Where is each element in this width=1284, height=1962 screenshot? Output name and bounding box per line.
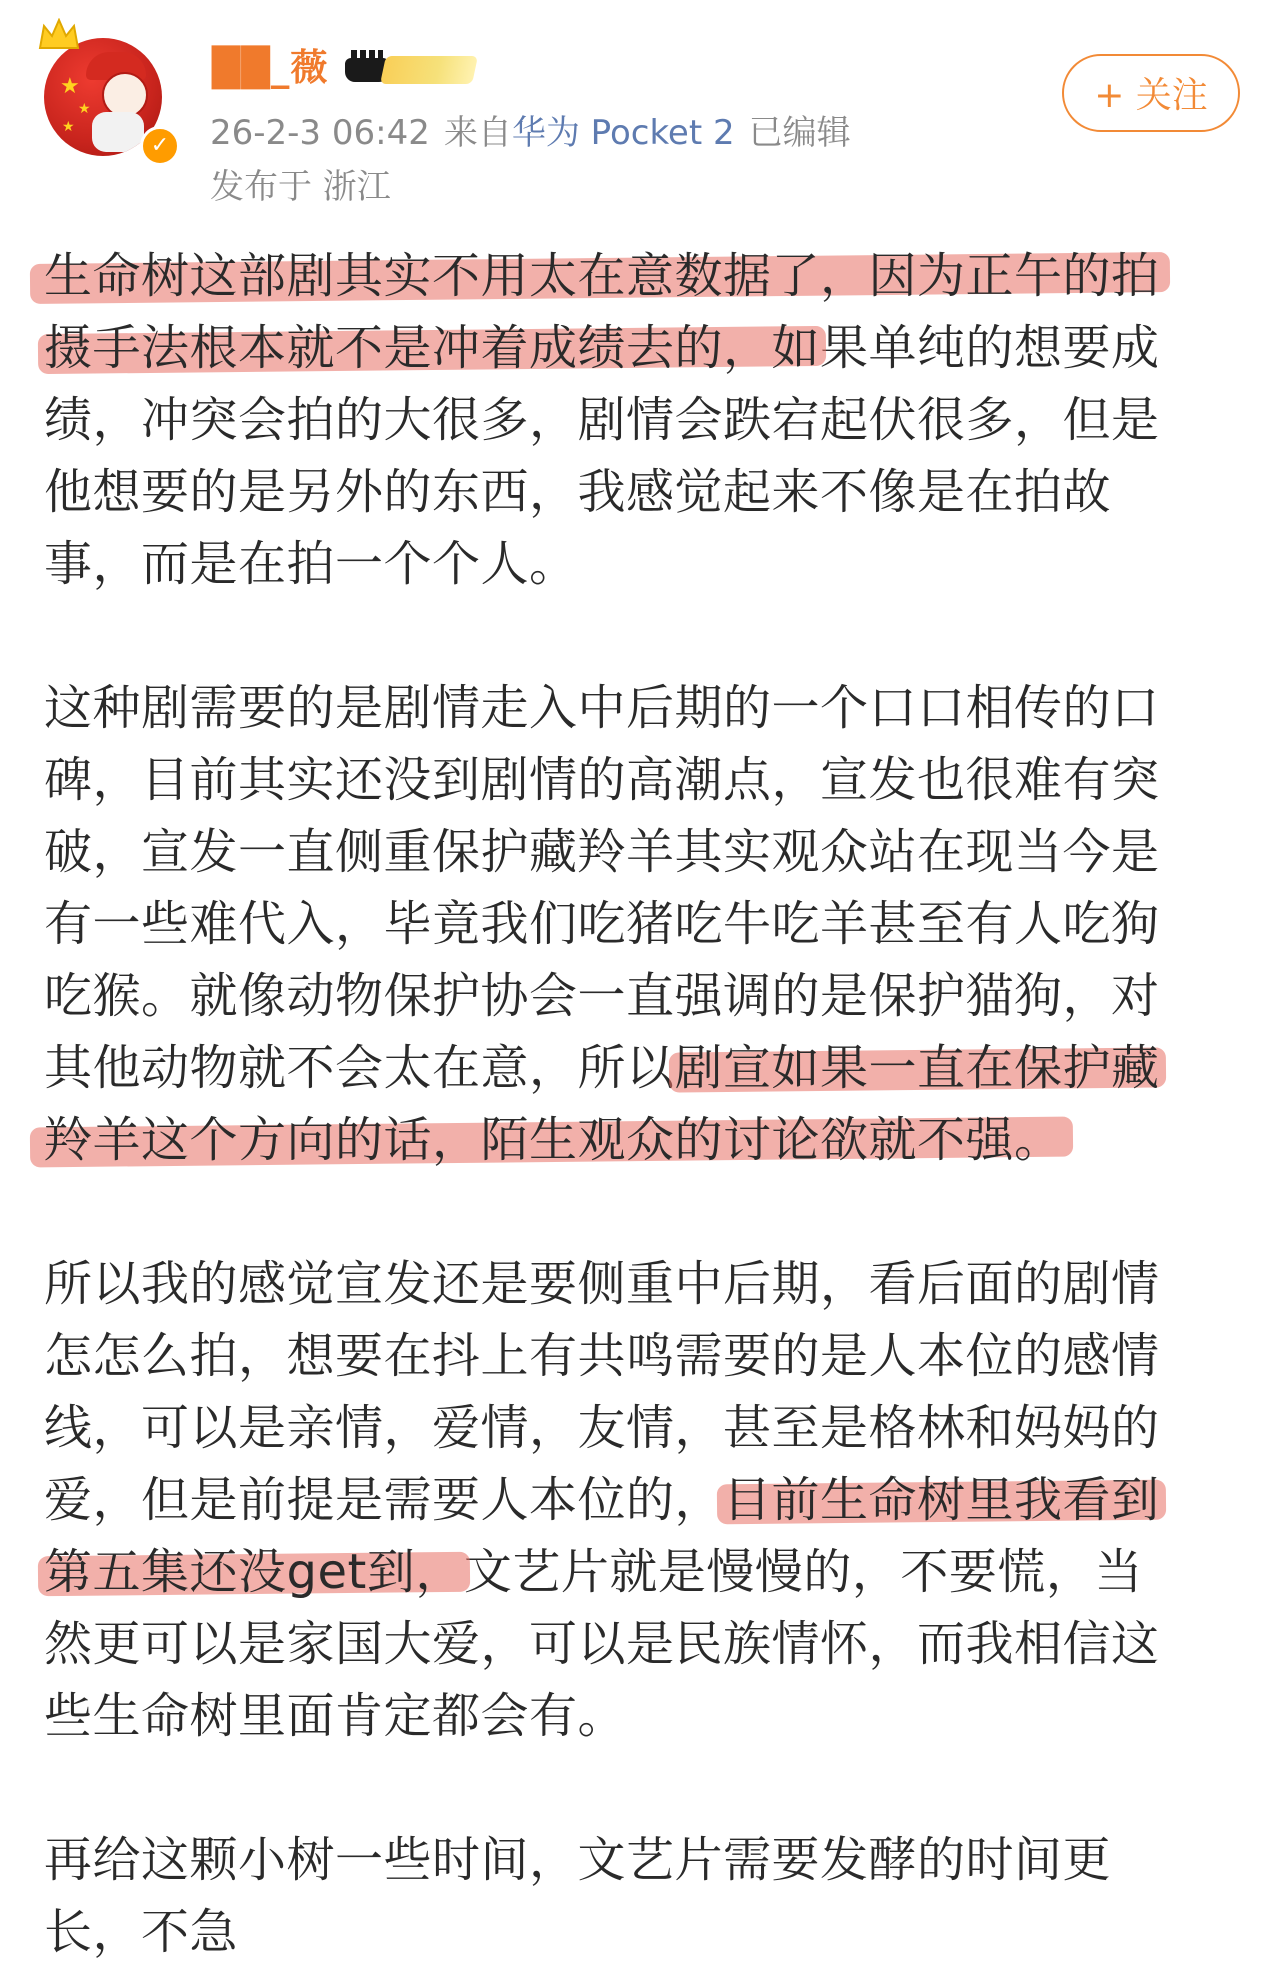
paragraph xyxy=(44,672,1244,1176)
text-line xyxy=(44,312,1244,384)
level-badge-icon xyxy=(380,56,478,84)
text-line xyxy=(44,384,1244,456)
text-line xyxy=(44,240,1244,312)
text-segment: 爱，但是前提是需要人本位的， xyxy=(44,1472,724,1528)
highlighted-text: 目前生命树里我看到 xyxy=(723,1472,1160,1528)
text-segment: 其他动物就不会太在意，所以 xyxy=(44,1040,675,1096)
highlighted-text: 第五集还没get到， xyxy=(44,1544,464,1600)
text-line xyxy=(44,1896,1244,1962)
crown-icon xyxy=(38,18,80,52)
text-segment: 文艺片就是慢慢的，不要慌，当 xyxy=(463,1544,1143,1600)
text-line xyxy=(44,1320,1244,1392)
text-segment: 破，宣发一直侧重保护藏羚羊其实观众站在现当今是 xyxy=(44,824,1160,880)
source-prefix: 来自 xyxy=(443,113,512,153)
text-line xyxy=(44,1680,1244,1752)
avatar-body xyxy=(92,112,144,152)
text-line xyxy=(44,960,1244,1032)
star-icon: ★ xyxy=(60,74,80,99)
post-content xyxy=(44,240,1244,1962)
text-segment: 所以我的感觉宣发还是要侧重中后期，看后面的剧情 xyxy=(44,1256,1160,1312)
text-line xyxy=(44,816,1244,888)
paragraph xyxy=(44,1248,1244,1752)
text-segment: 长，不急 xyxy=(44,1904,239,1960)
paragraph xyxy=(44,240,1244,600)
text-line xyxy=(44,1464,1244,1536)
text-line xyxy=(44,456,1244,528)
text-segment: 再给这颗小树一些时间，文艺片需要发酵的时间更 xyxy=(44,1832,1112,1888)
text-segment: 这种剧需要的是剧情走入中后期的一个口口相传的口 xyxy=(44,680,1160,736)
highlighted-text: 剧宣如果一直在保护藏 xyxy=(674,1040,1160,1096)
text-line xyxy=(44,1032,1244,1104)
text-segment: 他想要的是另外的东西，我感觉起来不像是在拍故 xyxy=(44,464,1112,520)
text-segment: 些生命树里面肯定都会有。 xyxy=(44,1688,627,1744)
edited-label[interactable]: 已编辑 xyxy=(748,113,851,153)
text-line xyxy=(44,528,1244,600)
text-segment: 事，而是在拍一个个人。 xyxy=(44,536,578,592)
text-line xyxy=(44,1248,1244,1320)
text-segment: 有一些难代入，毕竟我们吃猪吃牛吃羊甚至有人吃狗 xyxy=(44,896,1160,952)
paragraph xyxy=(44,1824,1244,1962)
text-line xyxy=(44,1608,1244,1680)
text-segment: 绩，冲突会拍的大很多，剧情会跌宕起伏很多，但是 xyxy=(44,392,1160,448)
text-segment: 吃猴。就像动物保护协会一直强调的是保护猫狗，对 xyxy=(44,968,1160,1024)
avatar-container[interactable] xyxy=(38,18,178,158)
text-line xyxy=(44,1104,1244,1176)
highlighted-text: 摄手法根本就不是冲着成绩去的，如 xyxy=(44,320,821,376)
text-line xyxy=(44,672,1244,744)
verified-icon: ✓ xyxy=(140,126,180,166)
highlighted-text: 生命树这部剧其实不用太在意数据了，因为正午的拍 xyxy=(44,248,1160,304)
star-icon: ★ xyxy=(78,101,91,117)
text-segment: 果单纯的想要成 xyxy=(820,320,1160,376)
post-header xyxy=(0,0,1284,215)
text-segment: 碑，目前其实还没到剧情的高潮点，宣发也很难有突 xyxy=(44,752,1160,808)
text-line xyxy=(44,1536,1244,1608)
text-segment: 线，可以是亲情，爱情，友情，甚至是格林和妈妈的 xyxy=(44,1400,1160,1456)
text-line xyxy=(44,1392,1244,1464)
text-line xyxy=(44,744,1244,816)
post-meta xyxy=(210,112,865,154)
post-location: 发布于 浙江 xyxy=(210,167,391,207)
text-segment: 怎怎么拍，想要在抖上有共鸣需要的是人本位的感情 xyxy=(44,1328,1160,1384)
post-timestamp: 26-2-3 06:42 xyxy=(210,113,430,153)
post-source-device[interactable]: 华为 Pocket 2 xyxy=(511,113,735,153)
follow-button[interactable]: + 关注 xyxy=(1062,54,1240,132)
user-badges[interactable] xyxy=(345,52,475,86)
star-icon: ★ xyxy=(62,119,75,135)
username[interactable]: ██_薇 xyxy=(212,46,329,89)
highlighted-text: 羚羊这个方向的话，陌生观众的讨论欲就不强。 xyxy=(44,1112,1063,1168)
text-segment: 然更可以是家国大爱，可以是民族情怀，而我相信这 xyxy=(44,1616,1160,1672)
text-line xyxy=(44,888,1244,960)
text-line xyxy=(44,1824,1244,1896)
